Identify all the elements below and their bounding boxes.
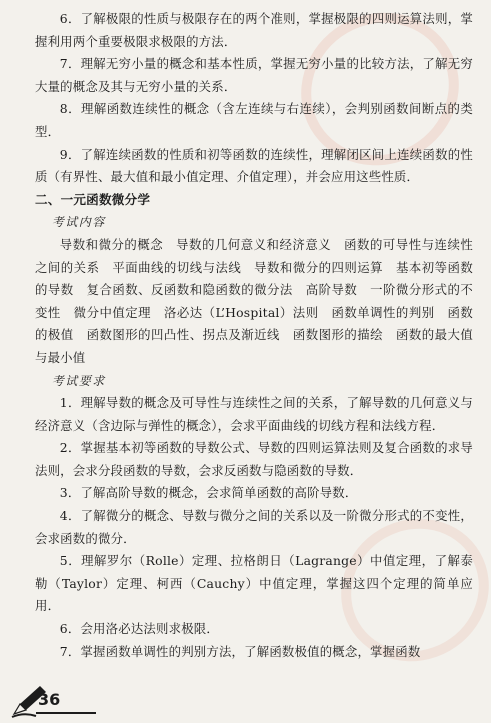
sub-heading: 考试内容	[51, 215, 106, 230]
list-item: 4．了解微分的概念、导数与微分之间的关系以及一阶微分形式的不变性，会求函数的微分．	[35, 508, 473, 546]
list-item: 7．掌握函数单调性的判别方法，了解函数极值的概念，掌握函数	[59, 643, 421, 659]
list-item: 6．了解极限的性质与极限存在的两个准则，掌握极限的四则运算法则，掌握利用两个重要极限求极限的方法．	[35, 11, 473, 49]
exam-content-paragraph: 导数和微分的概念 导数的几何意义和经济意义 函数的可导性与连续性之间的关系 平面曲线的切线与法线 导数和微分的四则运算 基本初等函数的导数 复合函数、反函数和隐函数的微分法 高阶导数 一阶微分形式的不变性 微分中值定理 洛必达（L’Hospital）法则 函数单调性的判别 函数的极值 函数图形的凹凸性、拐点及渐近线 函数图形的描绘 函数的最大值与最小值	[35, 236, 473, 365]
list-item: 3．了解高阶导数的概念，会求简单函数的高阶导数．	[59, 485, 358, 501]
page-number: 36	[38, 690, 61, 709]
footer-rule	[36, 712, 96, 714]
section-heading: 二、一元函数微分学	[35, 191, 151, 207]
document-body	[35, 8, 473, 663]
list-item: 7．理解无穷小量的概念和基本性质，掌握无穷小量的比较方法，了解无穷大量的概念及其与无穷小量的关系．	[35, 56, 473, 94]
list-item: 8．理解函数连续性的概念（含左连续与右连续），会判别函数间断点的类型．	[35, 101, 473, 139]
list-item: 5．理解罗尔（Rolle）定理、拉格朗日（Lagrange）中值定理，了解泰勒（Taylor）定理、柯西（Cauchy）中值定理，掌握这四个定理的简单应用．	[35, 553, 473, 614]
list-item: 9．了解连续函数的性质和初等函数的连续性，理解闭区间上连续函数的性质（有界性、最大值和最小值定理、介值定理），并会应用这些性质．	[35, 146, 473, 185]
list-item: 2．掌握基本初等函数的导数公式、导数的四则运算法则及复合函数的求导法则，会求分段函数的导数，会求反函数与隐函数的导数．	[35, 440, 473, 478]
list-item: 1．理解导数的概念及可导性与连续性之间的关系，了解导数的几何意义与经济意义（含边际与弹性的概念），会求平面曲线的切线方程和法线方程．	[35, 395, 473, 433]
sub-heading: 考试要求	[51, 373, 106, 388]
page-footer	[10, 682, 130, 718]
list-item: 6．会用洛必达法则求极限．	[59, 621, 219, 637]
